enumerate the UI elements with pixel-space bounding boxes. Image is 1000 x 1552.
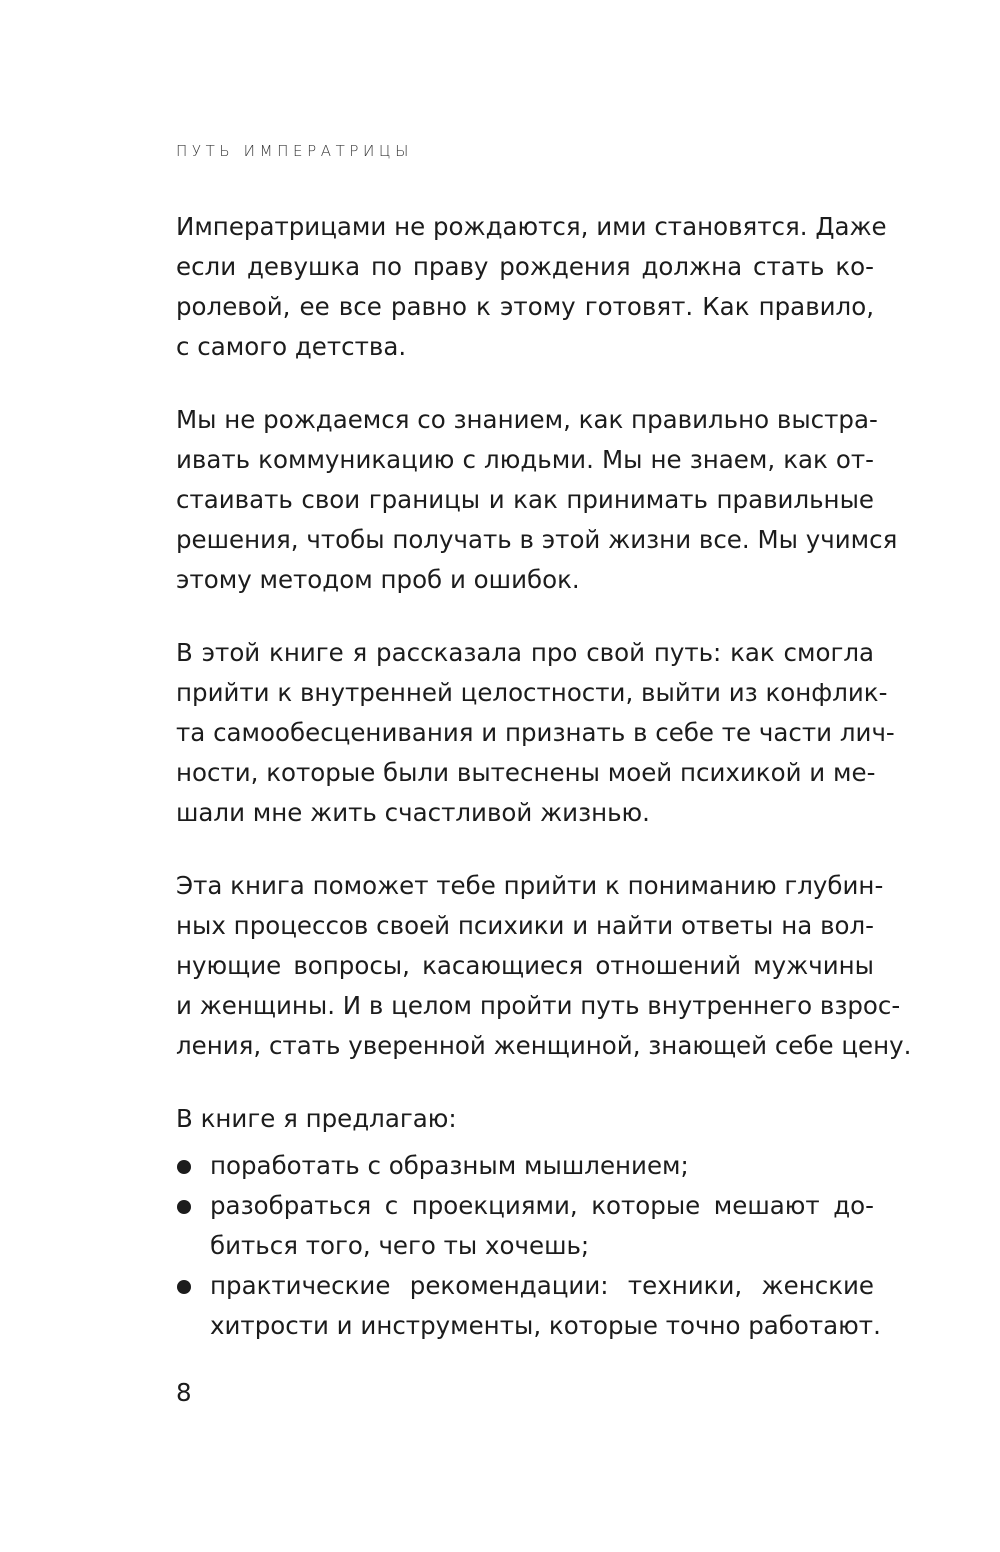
text-line: Императрицами не рождаются, ими становятся. Даже bbox=[176, 212, 887, 241]
text-line: с самого детства. bbox=[176, 332, 407, 361]
text-line: Мы не рождаемся со знанием, как правильно выстра- bbox=[176, 405, 878, 434]
text-line: та самообесценивания и признать в себе те части лич- bbox=[176, 718, 895, 747]
text-line: стаивать свои границы и как принимать правильные bbox=[176, 485, 874, 514]
text-line: биться того, чего ты хочешь; bbox=[210, 1231, 590, 1260]
text-line: ных процессов своей психики и найти ответы на вол- bbox=[176, 911, 874, 940]
text-line: разобраться с проекциями, которые мешают до- bbox=[210, 1191, 874, 1220]
bullet-dot-icon bbox=[177, 1160, 191, 1174]
running-head: ПУТЬ ИМПЕРАТРИЦЫ bbox=[176, 142, 413, 160]
text-line: решения, чтобы получать в этой жизни все. Мы учимся bbox=[176, 525, 898, 554]
bullet-dot-icon bbox=[177, 1200, 191, 1214]
text-line: Эта книга поможет тебе прийти к пониманию глубин- bbox=[176, 871, 884, 900]
text-line: В книге я предлагаю: bbox=[176, 1104, 457, 1133]
text-line: ления, стать уверенной женщиной, знающей себе цену. bbox=[176, 1031, 912, 1060]
bullet-dot-icon bbox=[177, 1280, 191, 1294]
text-line: нующие вопросы, касающиеся отношений мужчины bbox=[176, 951, 874, 980]
text-line: поработать с образным мышлением; bbox=[210, 1151, 689, 1180]
text-line: ивать коммуникацию с людьми. Мы не знаем, как от- bbox=[176, 445, 874, 474]
text-line: этому методом проб и ошибок. bbox=[176, 565, 580, 594]
text-line: ролевой, ее все равно к этому готовят. Как правило, bbox=[176, 292, 874, 321]
page-number: 8 bbox=[176, 1378, 192, 1407]
text-line: хитрости и инструменты, которые точно работают. bbox=[210, 1311, 881, 1340]
text-line: В этой книге я рассказала про свой путь: как смогла bbox=[176, 638, 874, 667]
text-line: если девушка по праву рождения должна стать ко- bbox=[176, 252, 874, 281]
text-line: практические рекомендации: техники, женские bbox=[210, 1271, 874, 1300]
text-line: шали мне жить счастливой жизнью. bbox=[176, 798, 650, 827]
text-line: и женщины. И в целом пройти путь внутреннего взрос- bbox=[176, 991, 901, 1020]
text-line: прийти к внутренней целостности, выйти из конфлик- bbox=[176, 678, 888, 707]
text-line: ности, которые были вытеснены моей психикой и ме- bbox=[176, 758, 876, 787]
